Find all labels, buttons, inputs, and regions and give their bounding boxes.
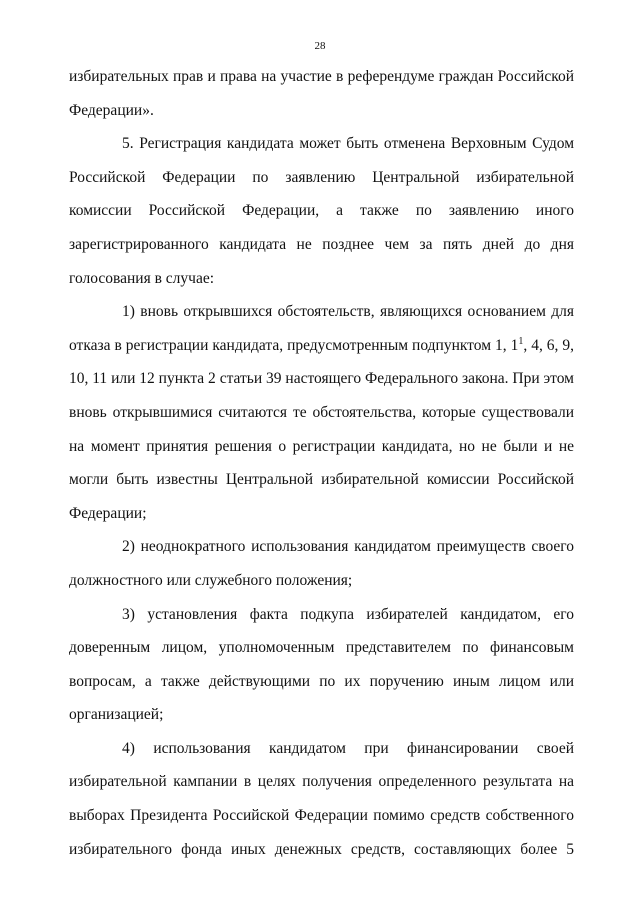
paragraph-subitem-3	[69, 598, 574, 732]
text-line: избирательных прав и права на участие в референдуме граждан Российской	[69, 68, 574, 85]
text-line: 4) использования кандидатом при финансировании своей	[122, 739, 574, 757]
text-line: отказа в регистрации кандидата, предусмотренным подпунктом 1, 1	[69, 336, 519, 354]
text-line: кандидата не позднее чем за пять дней до дня голосования в случае:	[69, 235, 574, 287]
text-line: момент принятия решения о регистрации кандидата, но не были и не могли	[69, 437, 575, 489]
text-line: , 4, 6, 9,	[523, 336, 575, 354]
page-number: 28	[314, 40, 326, 52]
text-line: 5. Регистрация кандидата может быть отменена Верховным Судом	[122, 135, 574, 153]
paragraph-subitem-1	[69, 295, 574, 530]
text-line: 3) установления факта подкупа избирателей кандидатом, его	[122, 605, 574, 623]
paragraph-item-5	[69, 127, 574, 295]
text-line: 1) вновь открывшихся обстоятельств, являющихся основанием для	[122, 303, 574, 321]
document-body	[69, 60, 574, 866]
text-line: должностного или служебного положения;	[69, 571, 353, 589]
text-line: Российской Федерации по заявлению Центральной избирательной комиссии	[69, 168, 574, 220]
text-line: 10, 11 или 12 пункта 2 статьи 39 настоящего Федерального закона. При этом	[69, 370, 574, 388]
text-line: выборах Президента Российской Федерации помимо средств собственного	[69, 807, 574, 825]
paragraph-subitem-4	[69, 732, 574, 866]
text-line: доверенным лицом, уполномоченным представителем по финансовым	[69, 639, 574, 657]
text-line: вновь открывшимися считаются те обстоятельства, которые существовали на	[69, 403, 574, 455]
text-line: Российской Федерации, а также по заявлению иного зарегистрированного	[69, 202, 574, 253]
superscript: 1	[518, 335, 524, 347]
paragraph-subitem-2	[69, 530, 574, 597]
text-line: вопросам, а также действующими по их поручению иным лицом или	[69, 672, 574, 690]
text-line: избирательного фонда иных денежных средств, составляющих более 5	[69, 840, 574, 858]
text-line: 2) неоднократного использования кандидатом преимуществ своего	[122, 538, 574, 556]
text-line: быть известны Центральной избирательной комиссии Российской	[116, 471, 575, 489]
text-line: избирательной кампании в целях получения определенного результата на	[69, 773, 574, 791]
text-line: Федерации».	[69, 101, 154, 119]
text-line: организацией;	[69, 706, 164, 724]
paragraph-continuation	[69, 60, 574, 127]
text-line: Федерации;	[69, 504, 147, 522]
